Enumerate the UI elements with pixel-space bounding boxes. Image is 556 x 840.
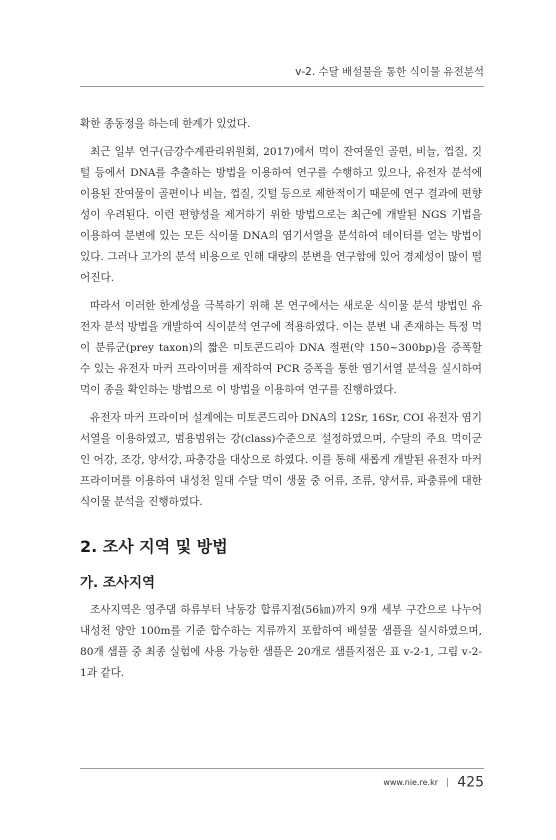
footer-separator: | — [446, 777, 450, 788]
running-title: ⅴ-2. 수달 배설물을 통한 식이물 유전분석 — [295, 66, 484, 78]
running-header — [80, 64, 484, 87]
paragraph-survey-area: 조사지역은 영주댐 하류부터 낙동강 합류지점(56㎞)까지 9개 세부 구간으로 나누어 내성천 양안 100m를 기준 합수하는 지류까지 포함하여 배설물 샘플을 실시하였으며, 80개 샘플 중 최종 실험에 사용 가능한 샘플은 20개로 샘플지점은 표 ⅴ-2-1, 그림 ⅴ-2-1과 같다. — [80, 604, 482, 679]
page-number: 425 — [457, 774, 484, 791]
paragraph-primer-design: 유전자 마커 프라이머 설계에는 미토콘드리아 DNA의 12Sr, 16Sr, COI 유전자 염기서열을 이용하였고, 범용범위는 강(class)수준으로 설정하였으며, 수달의 주요 먹이군인 어강, 조강, 양서강, 파충강을 대상으로 하였다. 이를 통해 새롭게 개발된 유전자 마커 프라이머를 이용하여 내성천 일대 수달 먹이 생물 중 어류, 조류, 양서류, 파충류에 대한 식이물 분석을 진행하였다. — [80, 412, 482, 508]
page-body — [80, 114, 482, 691]
section-heading: 2. 조사 지역 및 방법 — [80, 537, 228, 556]
paragraph-continuation: 확한 종동정을 하는데 한계가 있었다. — [80, 118, 251, 130]
footer-divider — [80, 768, 484, 769]
subsection-heading: 가. 조사지역 — [80, 575, 156, 591]
page-footer — [80, 772, 484, 791]
paragraph-prior-research: 최근 일부 연구(금강수계관리위원회, 2017)에서 먹이 잔여물인 골편, 비늘, 껍질, 깃털 등에서 DNA를 추출하는 방법을 이용하여 연구를 수행하고 있으나, 유전자 분석에 이용된 잔여물이 골편이나 비늘, 껍질, 깃털 등으로 제한적이기 때문에 연구 결과에 편향성이 우려된다. 이런 편향성을 제거하기 위한 방법으로는 최근에 개발된 NGS 기법을 이용하여 분변에 있는 모든 식이물 DNA의 염기서열을 분석하여 데이터를 얻는 방법이 있다. 그러나 고가의 분석 비용으로 인해 대량의 분변을 연구함에 있어 경제성이 많이 떨어진다. — [80, 146, 482, 284]
paragraph-genetic-method: 따라서 이러한 한계성을 극복하기 위해 본 연구에서는 새로운 식이물 분석 방법인 유전자 분석 방법을 개발하여 식이분석 연구에 적용하였다. 이는 분변 내 존재하는 특정 먹이 분류군(prey taxon)의 짧은 미토콘드리아 DNA 절편(약 150~300bp)을 증폭할 수 있는 유전자 마커 프라이머를 제작하여 PCR 증폭을 통한 염기서열 분석을 실시하여 먹이 종을 확인하는 방법으로 이 방법을 이용하여 연구를 진행하였다. — [80, 300, 482, 396]
footer-url: www.nie.re.kr — [383, 778, 439, 787]
